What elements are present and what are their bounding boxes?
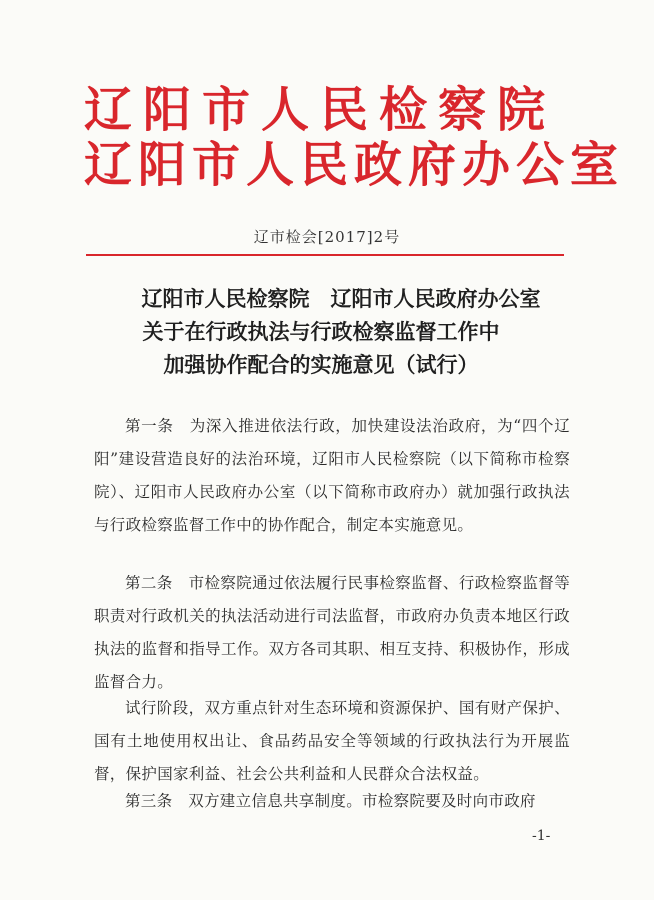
body-paragraph-article-1: 第一条 为深入推进依法行政，加快建设法治政府，为“四个辽阳”建设营造良好的法治环境，辽阳市人民检察院（以下简称市检察院）、辽阳市人民政府办公室（以下简称市政府办）就加强行政执法与行政检察监督工作中的协作配合，制定本实施意见。 <box>94 417 570 534</box>
document-number: 辽市检会[2017]2号 <box>253 228 401 246</box>
body-paragraph-trial-phase: 试行阶段，双方重点针对生态环境和资源保护、国有财产保护、国有土地使用权出让、食品药品安全等领域的行政执法行为开展监督，保护国家利益、社会公共利益和人民群众合法权益。 <box>94 699 570 783</box>
page-number: -1- <box>532 828 551 844</box>
red-divider-line <box>86 254 564 256</box>
body-paragraph-article-2: 第二条 市检察院通过依法履行民事检察监督、行政检察监督等职责对行政机关的执法活动进行司法监督，市政府办负责本地区行政执法的监督和指导工作。双方各司其职、相互支持、积极协作，形成监督合力。 <box>94 574 570 691</box>
issuer-name-procuratorate: 辽阳市人民检察院 <box>84 82 557 138</box>
body-paragraph-article-3: 第三条 双方建立信息共享制度。市检察院要及时向市政府 <box>125 792 536 810</box>
document-title-line-1: 辽阳市人民检察院 辽阳市人民政府办公室 <box>141 287 541 311</box>
issuer-name-government-office: 辽阳市人民政府办公室 <box>84 137 625 193</box>
document-title-line-2: 关于在行政执法与行政检察监督工作中 <box>142 320 500 344</box>
document-title-line-3: 加强协作配合的实施意见（试行） <box>163 353 479 377</box>
